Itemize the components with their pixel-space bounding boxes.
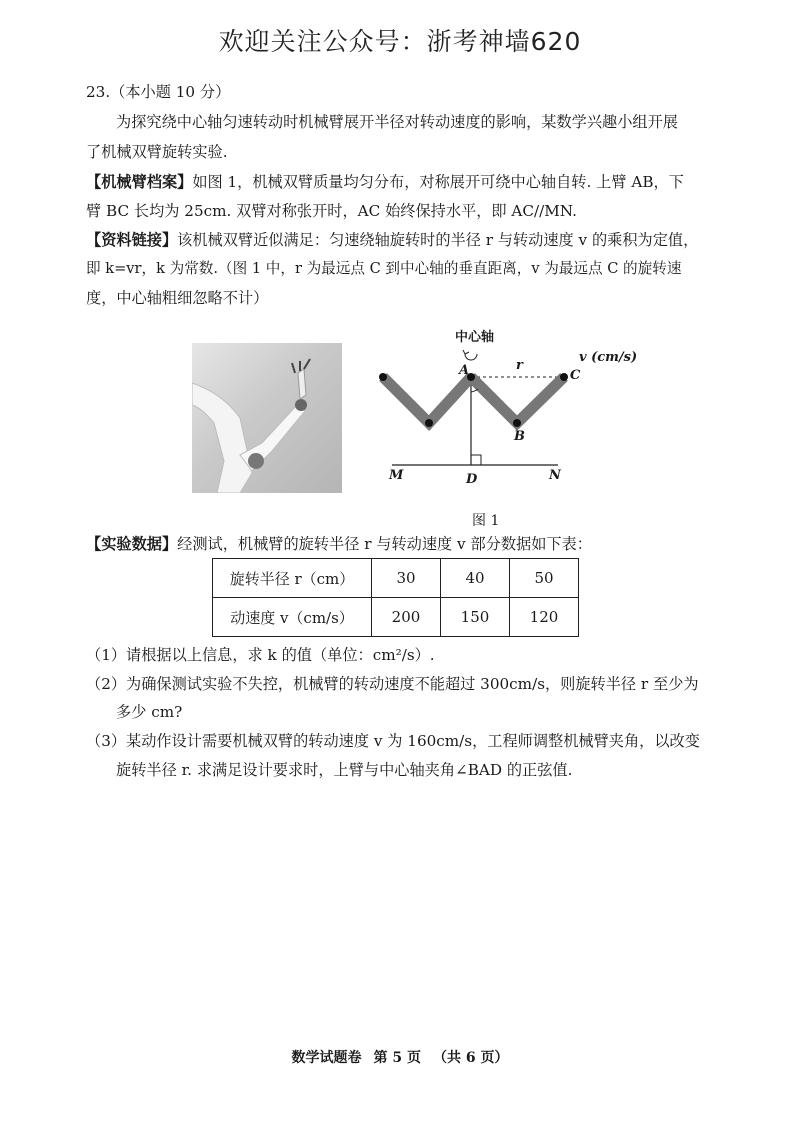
link-text-1: 该机械双臂近似满足：匀速绕轴旋转时的半径 r 与转动速度 v 的乘积为定值， [177,231,699,249]
experiment-label: 【实验数据】 [86,535,178,553]
joint-left-elbow [425,419,433,427]
arm-diagram [376,320,616,490]
footer-total: （共 6 页） [433,1050,509,1066]
joint-b [513,419,521,427]
figure-caption: 图 1 [472,513,500,529]
page-footer [0,1047,800,1067]
question-2-line-1: （2）为确保测试实验不失控，机械臂的转动速度不能超过 300cm/s，则旋转半径 r 至少为 [86,675,699,693]
left-arm [383,377,471,423]
question-3-line-2: 旋转半径 r. 求满足设计要求时，上臂与中心轴夹角∠BAD 的正弦值. [116,761,573,779]
label-radius: r [516,358,523,373]
data-table [212,558,579,637]
right-angle-mark [471,455,481,465]
table-row [213,559,579,598]
table-cell: 40 [441,559,510,598]
experiment-text: 经测试，机械臂的旋转半径 r 与转动速度 v 部分数据如下表： [177,535,592,553]
label-point-b: B [514,429,525,444]
label-point-m: M [389,468,404,483]
archive-line-1 [86,175,684,190]
archive-label: 【机械臂档案】 [86,173,193,191]
table-cell: 150 [441,598,510,637]
label-point-d: D [466,472,478,487]
label-point-c: C [570,368,581,383]
watermark-header: 欢迎关注公众号：浙考神墙620 [218,27,582,56]
joint-c [560,373,568,381]
table-cell: 200 [372,598,441,637]
problem-number: 23.（本小题 10 分） [86,83,231,101]
question-3-line-1: （3）某动作设计需要机械双臂的转动速度 v 为 160cm/s，工程师调整机械臂夹角，以改变 [86,732,700,750]
link-line-2: 即 k=vr，k 为常数.（图 1 中，r 为最远点 C 到中心轴的垂直距离，v 为最远点 C 的旋转速 [86,260,682,277]
axis-label: 中心轴 [455,330,495,345]
row-header-radius: 旋转半径 r（cm） [213,559,372,598]
rotation-arrowhead [463,350,469,354]
archive-text-1: 如图 1，机械双臂质量均匀分布，对称展开可绕中心轴自转. 上臂 AB，下 [192,173,684,191]
table-row [213,598,579,637]
link-line-1 [86,233,698,248]
link-label: 【资料链接】 [86,231,178,249]
archive-line-2: 臂 BC 长均为 25cm. 双臂对称张开时，AC 始终保持水平，即 AC//MN. [86,202,577,220]
label-point-a: A [459,363,470,378]
label-point-n: N [549,468,561,483]
table-cell: 50 [510,559,579,598]
rotation-icon [465,354,477,360]
footer-page: 第 5 页 [373,1050,421,1066]
experiment-line [86,537,592,552]
row-header-speed: 动速度 v（cm/s） [213,598,372,637]
table-cell: 30 [372,559,441,598]
velocity-label: v (cm/s) [579,350,638,365]
robot-arm-photo [192,343,342,493]
table-cell: 120 [510,598,579,637]
question-1: （1）请根据以上信息，求 k 的值（单位：cm²/s）. [86,646,435,664]
intro-line-2: 了机械双臂旋转实验. [86,143,228,161]
intro-line-1: 为探究绕中心轴匀速转动时机械臂展开半径对转动速度的影响，某数学兴趣小组开展 [116,113,678,131]
joint-left-end [379,373,387,381]
right-arm [471,377,564,423]
footer-subject: 数学试题卷 [291,1050,362,1066]
question-2-line-2: 多少 cm? [116,703,183,721]
link-line-3: 度，中心轴粗细忽略不计） [86,289,269,307]
